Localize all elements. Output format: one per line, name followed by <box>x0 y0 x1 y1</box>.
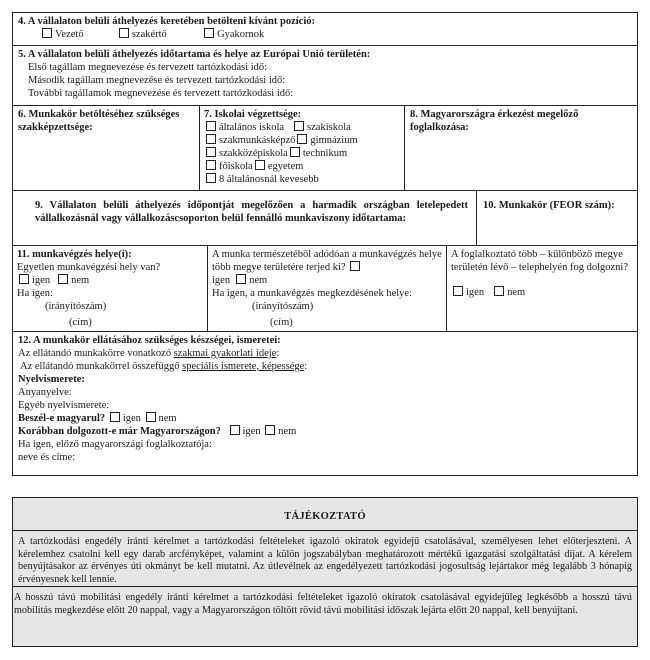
section-8 <box>404 105 638 191</box>
second-member-state-line: Második tagállam megnevezése és tervezett tartózkodási idő: <box>28 75 286 86</box>
if-yes-label: Ha igen: <box>17 288 53 299</box>
checkbox-vezeto[interactable] <box>42 28 52 38</box>
section-4-title: 4. A vállalaton belüli áthelyezés keretében betölteni kívánt pozíció: <box>18 16 315 27</box>
section-11-title: 11. munkavégzés helye(i): <box>17 249 132 260</box>
section-10 <box>476 190 638 246</box>
option-gyakornok: Gyakornok <box>217 29 265 40</box>
speaks-hungarian-row: Beszél-e magyarul? igen nem <box>18 413 177 424</box>
edu-szakmunkaskepzo: szakmunkásképző <box>219 135 296 146</box>
checkbox-worked-yes[interactable] <box>230 425 240 435</box>
further-member-states-line: További tagállamok megnevezése és tervezett tartózkodási idő: <box>28 88 294 99</box>
checkbox-szakiskola[interactable] <box>294 121 304 131</box>
single-workplace-no-label: nem <box>71 275 90 286</box>
edu-foiskola: főiskola <box>219 161 253 172</box>
checkbox-multi-county-no[interactable] <box>236 274 246 284</box>
checkbox-speaks-yes[interactable] <box>110 412 120 422</box>
checkbox-szakmunkaskepzo[interactable] <box>206 134 216 144</box>
option-szakerto: szakértő <box>131 29 167 40</box>
checkbox-egyetem[interactable] <box>255 160 265 170</box>
edu-technikum: technikum <box>302 148 348 159</box>
first-member-state-line: Első tagállam megnevezése és tervezett tartózkodási idő: <box>28 62 268 73</box>
checkbox-multi-site-no[interactable] <box>494 286 504 296</box>
edu-szakiskola: szakiskola <box>307 122 351 133</box>
checkbox-gimnazium[interactable] <box>297 134 307 144</box>
other-languages-label: Egyéb nyelvismerete: <box>18 400 110 411</box>
single-workplace-yes-label: igen <box>32 275 51 286</box>
mother-tongue-label: Anyanyelve: <box>18 387 72 398</box>
multi-county-yes-label: igen <box>212 275 231 286</box>
checkbox-szakkozepiskola[interactable] <box>206 147 216 157</box>
multi-site-yes-label: igen <box>466 287 485 298</box>
information-title: TÁJÉKOZTATÓ <box>284 511 366 522</box>
edu-8-altalanosnal-kevesebb: 8 általánosnál kevesebb <box>219 174 319 185</box>
checkbox-speaks-no[interactable] <box>146 412 156 422</box>
section-5-title: 5. A vállalaton belüli áthelyezés időtartama és helye az Európai Unió területén: <box>18 49 371 60</box>
special-knowledge-line: Az ellátandó munkakörrel összefüggő speciális ismerete, képessége: <box>20 361 308 372</box>
section-12-title: 12. A munkakör ellátásához szükséges készségei, ismeretei: <box>18 335 281 346</box>
section-9-title: 9. Vállalaton belüli áthelyezés időpontját megelőzően a harmadik országban letelepedett vállalkozásnál vagy vállalkozáscsoporton belül fennálló munkaviszony időtartama: <box>35 200 468 224</box>
section-10-title: 10. Munkakör (FEOR szám): <box>483 200 615 211</box>
multi-site-no-label: nem <box>507 287 526 298</box>
address-label-2: (cím) <box>270 317 293 328</box>
section-9 <box>12 190 477 246</box>
checkbox-szakerto[interactable] <box>119 28 129 38</box>
practice-time-line: Az ellátandó munkakörre vonatkozó szakmai gyakorlati ideje: <box>18 348 280 359</box>
checkbox-multi-county[interactable] <box>350 261 360 271</box>
checkbox-gyakornok[interactable] <box>204 28 214 38</box>
edu-egyetem: egyetem <box>267 161 304 172</box>
multi-county-no-label: nem <box>249 275 268 286</box>
section-7-title: 7. Iskolai végzettsége: <box>204 109 302 120</box>
checkbox-single-workplace-no[interactable] <box>58 274 68 284</box>
edu-szakkozepiskola: szakközépiskola <box>219 148 288 159</box>
previous-employer-name-address: neve és címe: <box>18 452 76 463</box>
previous-employer-label: Ha igen, előző magyarországi foglalkoztatója: <box>18 439 212 450</box>
information-box <box>12 497 638 647</box>
option-vezeto: Vezető <box>55 29 84 40</box>
zip-label: (irányítószám) <box>45 301 107 312</box>
single-workplace-question: Egyetlen munkavégzési hely van? <box>17 262 161 273</box>
zip-label-2: (irányítószám) <box>252 301 314 312</box>
edu-altalanos-iskola: általános iskola <box>219 122 285 133</box>
section-8-title: 8. Magyarországra érkezést megelőző foglalkozása: <box>410 109 579 133</box>
section-12 <box>12 331 638 476</box>
section-11-col1 <box>12 245 208 332</box>
checkbox-8-altalanosnal-kevesebb[interactable] <box>206 173 216 183</box>
checkbox-technikum[interactable] <box>290 147 300 157</box>
start-location-label: Ha igen, a munkavégzés megkezdésének helye: <box>212 288 412 299</box>
section-6-title: 6. Munkakör betöltéséhez szükséges szakképzettsége: <box>18 109 180 133</box>
section-11-col2 <box>207 245 447 332</box>
checkbox-foiskola[interactable] <box>206 160 216 170</box>
checkbox-single-workplace-yes[interactable] <box>19 274 29 284</box>
worked-in-hungary-row: Korábban dolgozott-e már Magyarországon? igen nem <box>18 426 297 437</box>
section-11-col3 <box>446 245 638 332</box>
multi-county-question: A munka természetéből adódóan a munkavégzés helye több megye területére terjed ki? <box>212 249 442 273</box>
information-paragraph-2: A hosszú távú mobilitási engedély iránti kérelmet a tartózkodási feltételeket igazoló okiratok csatolásával egyidejűleg legkésőbb a hosszú távú mobilitás megkezdése előtt 20 nappal, vagy a Magyarországon töltött rövid távú mobilitási időszak lejárta előtt 20 nappal, kell benyújtani. <box>14 592 632 616</box>
section-6 <box>12 105 200 191</box>
edu-gimnazium: gimnázium <box>310 135 358 146</box>
language-knowledge-label: Nyelvismerete: <box>18 374 85 385</box>
section-7 <box>199 105 405 191</box>
checkbox-multi-site-yes[interactable] <box>453 286 463 296</box>
section-4 <box>12 12 638 46</box>
address-label: (cím) <box>69 317 92 328</box>
section-5 <box>12 45 638 106</box>
multi-site-question: A foglalkoztató több – különböző megye területén lévő – telephelyén fog dolgozni? <box>451 249 628 273</box>
checkbox-worked-no[interactable] <box>265 425 275 435</box>
checkbox-altalanos-iskola[interactable] <box>206 121 216 131</box>
information-paragraph-1: A tartózkodási engedély iránti kérelmet a tartózkodási feltételeket igazoló okiratok egyidejű csatolásával, személyesen lehet előterjeszteni. A kérelemhez csatolni kell egy darab arcfényképet, valamint a külön jogszabályban meghatározott mértékű igazgatási szolgáltatási díjat. A kérelem benyújtásakor az érvényes úti okmányt be kell mutatni. Az útlevélnek az engedélyezett tartózkodási jogosultság lejártakor még legalább 3 hónapig érvényesnek kell lennie. <box>18 536 632 585</box>
